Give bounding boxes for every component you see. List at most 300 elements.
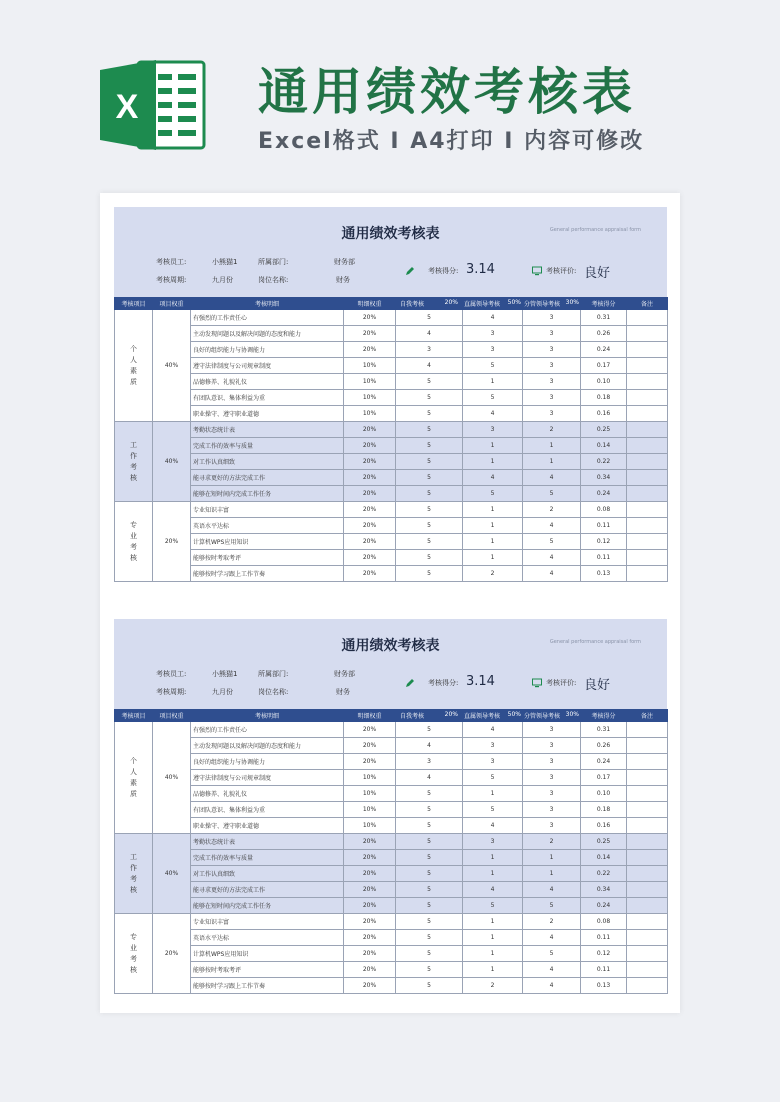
total-score-cell: 0.25	[581, 422, 627, 438]
period-label: 考核周期:	[156, 688, 187, 696]
table-row	[115, 882, 668, 898]
detail-cell: 主动发现问题以及解决问题的态度和能力	[191, 738, 344, 754]
table-row	[115, 930, 668, 946]
total-score-cell: 0.08	[581, 502, 627, 518]
self-score-cell: 3	[396, 342, 463, 358]
direct-score-cell: 3	[463, 754, 523, 770]
direct-score-cell: 1	[463, 518, 523, 534]
detail-cell: 计算机WPS应用知识	[191, 946, 344, 962]
self-score-cell: 4	[396, 358, 463, 374]
total-score-cell: 0.18	[581, 390, 627, 406]
header-weight: 项目权重	[153, 298, 191, 310]
self-score-cell: 5	[396, 534, 463, 550]
detail-weight-cell: 20%	[344, 834, 396, 850]
mgr-score-cell: 2	[523, 914, 581, 930]
form-title-en: General performance appraisal form	[549, 227, 641, 233]
table-body	[115, 722, 668, 994]
category-weight-cell: 40%	[153, 722, 191, 834]
total-score-cell: 0.17	[581, 770, 627, 786]
self-score-cell: 5	[396, 422, 463, 438]
table-row	[115, 438, 668, 454]
note-cell	[627, 738, 668, 754]
total-score-cell: 0.26	[581, 326, 627, 342]
note-cell	[627, 882, 668, 898]
total-score-cell: 0.13	[581, 978, 627, 994]
detail-weight-cell: 10%	[344, 406, 396, 422]
self-score-cell: 5	[396, 786, 463, 802]
employee-label: 考核员工:	[156, 670, 187, 678]
category-weight-cell: 40%	[153, 310, 191, 422]
direct-score-cell: 1	[463, 454, 523, 470]
detail-weight-cell: 20%	[344, 422, 396, 438]
table-row	[115, 834, 668, 850]
mgr-score-cell: 5	[523, 898, 581, 914]
mgr-score-cell: 1	[523, 454, 581, 470]
direct-score-cell: 1	[463, 850, 523, 866]
detail-cell: 对工作认真细致	[191, 866, 344, 882]
table-header-row	[115, 298, 668, 310]
total-score-cell: 0.14	[581, 850, 627, 866]
total-score-cell: 0.31	[581, 722, 627, 738]
detail-cell: 能寻求更好的方法完成工作	[191, 470, 344, 486]
table-row	[115, 802, 668, 818]
mgr-score-cell: 3	[523, 326, 581, 342]
direct-score-cell: 3	[463, 738, 523, 754]
mgr-score-cell: 1	[523, 866, 581, 882]
detail-cell: 品德修养、礼貌礼仪	[191, 374, 344, 390]
header-mgr: 分管领导考核 30%	[524, 711, 579, 720]
note-cell	[627, 930, 668, 946]
total-score-cell: 0.16	[581, 818, 627, 834]
mgr-score-cell: 5	[523, 486, 581, 502]
detail-cell: 能够按时考取考评	[191, 550, 344, 566]
self-score-cell: 5	[396, 406, 463, 422]
note-cell	[627, 454, 668, 470]
note-cell	[627, 390, 668, 406]
detail-cell: 主动发现问题以及解决问题的态度和能力	[191, 326, 344, 342]
self-score-cell: 5	[396, 470, 463, 486]
note-cell	[627, 722, 668, 738]
total-score-cell: 0.11	[581, 518, 627, 534]
total-score-cell: 0.34	[581, 470, 627, 486]
detail-weight-cell: 20%	[344, 914, 396, 930]
detail-cell: 良好的组织能力与协调能力	[191, 342, 344, 358]
total-score-cell: 0.12	[581, 534, 627, 550]
score-value: 3.14	[466, 262, 495, 277]
position-value: 财务	[336, 688, 350, 696]
employee-label: 考核员工:	[156, 258, 187, 266]
note-cell	[627, 914, 668, 930]
direct-score-cell: 1	[463, 374, 523, 390]
direct-score-cell: 4	[463, 406, 523, 422]
detail-cell: 考勤状态统计表	[191, 834, 344, 850]
table-row	[115, 818, 668, 834]
excel-icon	[98, 56, 206, 154]
total-score-cell: 0.12	[581, 946, 627, 962]
direct-score-cell: 3	[463, 342, 523, 358]
total-score-cell: 0.34	[581, 882, 627, 898]
employee-value: 小熊猫1	[212, 670, 238, 678]
note-cell	[627, 326, 668, 342]
self-score-cell: 5	[396, 834, 463, 850]
mgr-score-cell: 2	[523, 502, 581, 518]
table-row	[115, 358, 668, 374]
note-cell	[627, 550, 668, 566]
self-score-cell: 5	[396, 550, 463, 566]
table-row	[115, 422, 668, 438]
self-score-cell: 5	[396, 866, 463, 882]
note-cell	[627, 818, 668, 834]
mgr-score-cell: 1	[523, 850, 581, 866]
total-score-cell: 0.24	[581, 486, 627, 502]
table-row	[115, 406, 668, 422]
detail-cell: 有强烈的工作责任心	[191, 722, 344, 738]
note-cell	[627, 850, 668, 866]
self-score-cell: 5	[396, 914, 463, 930]
table-row	[115, 534, 668, 550]
self-score-cell: 5	[396, 962, 463, 978]
total-score-cell: 0.26	[581, 738, 627, 754]
total-score-cell: 0.11	[581, 962, 627, 978]
position-label: 岗位名称:	[258, 276, 289, 284]
header-category: 考核项目	[115, 710, 153, 722]
category-weight-cell: 40%	[153, 834, 191, 914]
mgr-score-cell: 5	[523, 946, 581, 962]
header-detail: 考核明细	[191, 298, 344, 310]
mgr-score-cell: 3	[523, 310, 581, 326]
detail-cell: 英语水平达标	[191, 518, 344, 534]
detail-cell: 职业操守、遵守职业道德	[191, 406, 344, 422]
header-score: 考核得分	[581, 710, 627, 722]
note-cell	[627, 754, 668, 770]
detail-cell: 遵守法律制度与公司规章制度	[191, 770, 344, 786]
total-score-cell: 0.08	[581, 914, 627, 930]
total-score-cell: 0.22	[581, 454, 627, 470]
table-row	[115, 850, 668, 866]
direct-score-cell: 3	[463, 834, 523, 850]
table-header-row	[115, 710, 668, 722]
appraisal-table	[114, 297, 668, 582]
total-score-cell: 0.10	[581, 786, 627, 802]
category-weight-cell: 20%	[153, 502, 191, 582]
period-value: 九月份	[212, 276, 233, 284]
detail-weight-cell: 20%	[344, 962, 396, 978]
form-header	[114, 619, 667, 709]
banner-subtitle: Excel格式 I A4打印 I 内容可修改	[258, 129, 645, 154]
detail-cell: 良好的组织能力与协调能力	[191, 754, 344, 770]
mgr-score-cell: 3	[523, 390, 581, 406]
mgr-score-cell: 4	[523, 550, 581, 566]
dept-label: 所属部门:	[258, 258, 289, 266]
appraisal-form	[114, 619, 667, 994]
detail-cell: 品德修养、礼貌礼仪	[191, 786, 344, 802]
detail-weight-cell: 20%	[344, 342, 396, 358]
table-row	[115, 866, 668, 882]
direct-score-cell: 1	[463, 930, 523, 946]
mgr-score-cell: 2	[523, 834, 581, 850]
total-score-cell: 0.10	[581, 374, 627, 390]
table-row	[115, 566, 668, 582]
score-label: 考核得分:	[428, 679, 459, 687]
detail-weight-cell: 20%	[344, 978, 396, 994]
detail-weight-cell: 20%	[344, 882, 396, 898]
direct-score-cell: 1	[463, 946, 523, 962]
header-detail: 考核明细	[191, 710, 344, 722]
category-cell: 个人素质	[115, 722, 153, 834]
direct-score-cell: 5	[463, 390, 523, 406]
mgr-score-cell: 4	[523, 518, 581, 534]
detail-cell: 能够按时学习跟上工作节奏	[191, 978, 344, 994]
total-score-cell: 0.31	[581, 310, 627, 326]
self-score-cell: 5	[396, 818, 463, 834]
note-cell	[627, 978, 668, 994]
direct-score-cell: 4	[463, 882, 523, 898]
table-row	[115, 550, 668, 566]
note-cell	[627, 946, 668, 962]
header-direct: 直属领导考核 50%	[464, 299, 521, 308]
mgr-score-cell: 3	[523, 406, 581, 422]
paper-sheet	[100, 193, 680, 1013]
detail-cell: 计算机WPS应用知识	[191, 534, 344, 550]
self-score-cell: 4	[396, 326, 463, 342]
note-cell	[627, 406, 668, 422]
direct-score-cell: 5	[463, 802, 523, 818]
mgr-score-cell: 4	[523, 882, 581, 898]
detail-cell: 能够在短时间内完成工作任务	[191, 486, 344, 502]
direct-score-cell: 5	[463, 486, 523, 502]
header-self: 自我考核 20%	[396, 298, 463, 310]
appraisal-table	[114, 709, 668, 994]
table-row	[115, 470, 668, 486]
mgr-score-cell: 4	[523, 470, 581, 486]
note-cell	[627, 898, 668, 914]
mgr-score-cell: 4	[523, 962, 581, 978]
detail-cell: 有团队意识、集体利益为重	[191, 390, 344, 406]
detail-cell: 专业知识丰富	[191, 914, 344, 930]
note-cell	[627, 866, 668, 882]
detail-weight-cell: 10%	[344, 374, 396, 390]
detail-cell: 专业知识丰富	[191, 502, 344, 518]
category-cell: 个人素质	[115, 310, 153, 422]
score-value: 3.14	[466, 674, 495, 689]
monitor-icon	[532, 678, 542, 688]
category-weight-cell: 40%	[153, 422, 191, 502]
detail-weight-cell: 20%	[344, 946, 396, 962]
total-score-cell: 0.11	[581, 930, 627, 946]
table-row	[115, 374, 668, 390]
note-cell	[627, 502, 668, 518]
self-score-cell: 5	[396, 566, 463, 582]
direct-score-cell: 3	[463, 422, 523, 438]
detail-weight-cell: 20%	[344, 534, 396, 550]
mgr-score-cell: 5	[523, 534, 581, 550]
total-score-cell: 0.24	[581, 754, 627, 770]
svg-text:X: X	[115, 88, 139, 126]
position-value: 财务	[336, 276, 350, 284]
detail-weight-cell: 20%	[344, 550, 396, 566]
self-score-cell: 5	[396, 486, 463, 502]
mgr-score-cell: 2	[523, 422, 581, 438]
table-row	[115, 390, 668, 406]
table-row	[115, 754, 668, 770]
mgr-score-cell: 3	[523, 738, 581, 754]
total-score-cell: 0.14	[581, 438, 627, 454]
table-row	[115, 738, 668, 754]
detail-weight-cell: 20%	[344, 566, 396, 582]
direct-score-cell: 2	[463, 566, 523, 582]
header-detail-weight: 明细权重	[344, 710, 396, 722]
direct-score-cell: 1	[463, 502, 523, 518]
employee-value: 小熊猫1	[212, 258, 238, 266]
note-cell	[627, 486, 668, 502]
detail-cell: 完成工作的效率与质量	[191, 438, 344, 454]
note-cell	[627, 534, 668, 550]
detail-cell: 能够按时考取考评	[191, 962, 344, 978]
detail-weight-cell: 20%	[344, 454, 396, 470]
direct-score-cell: 1	[463, 914, 523, 930]
form-title: 通用绩效考核表	[341, 226, 440, 242]
dept-label: 所属部门:	[258, 670, 289, 678]
self-score-cell: 5	[396, 882, 463, 898]
banner-title: 通用绩效考核表	[258, 63, 636, 121]
table-row	[115, 914, 668, 930]
detail-weight-cell: 10%	[344, 390, 396, 406]
header-detail-weight: 明细权重	[344, 298, 396, 310]
detail-weight-cell: 20%	[344, 502, 396, 518]
detail-weight-cell: 10%	[344, 786, 396, 802]
period-value: 九月份	[212, 688, 233, 696]
direct-score-cell: 1	[463, 550, 523, 566]
appraisal-form	[114, 207, 667, 582]
total-score-cell: 0.13	[581, 566, 627, 582]
pencil-icon	[405, 678, 415, 688]
detail-cell: 职业操守、遵守职业道德	[191, 818, 344, 834]
table-row	[115, 962, 668, 978]
mgr-score-cell: 1	[523, 438, 581, 454]
total-score-cell: 0.22	[581, 866, 627, 882]
monitor-icon	[532, 266, 542, 276]
header-mgr: 分管领导考核 30%	[524, 299, 579, 308]
total-score-cell: 0.25	[581, 834, 627, 850]
table-row	[115, 786, 668, 802]
direct-score-cell: 1	[463, 438, 523, 454]
category-cell: 专业考核	[115, 502, 153, 582]
table-row	[115, 342, 668, 358]
dept-value: 财务部	[334, 258, 355, 266]
note-cell	[627, 438, 668, 454]
note-cell	[627, 566, 668, 582]
total-score-cell: 0.24	[581, 342, 627, 358]
direct-score-cell: 4	[463, 722, 523, 738]
table-row	[115, 722, 668, 738]
self-score-cell: 3	[396, 754, 463, 770]
table-row	[115, 946, 668, 962]
self-score-cell: 5	[396, 310, 463, 326]
note-cell	[627, 770, 668, 786]
note-cell	[627, 358, 668, 374]
table-row	[115, 898, 668, 914]
mgr-score-cell: 3	[523, 770, 581, 786]
detail-weight-cell: 20%	[344, 518, 396, 534]
rating-label: 考核评价:	[546, 679, 577, 687]
total-score-cell: 0.18	[581, 802, 627, 818]
total-score-cell: 0.17	[581, 358, 627, 374]
table-body	[115, 310, 668, 582]
header-note: 备注	[627, 710, 668, 722]
table-row	[115, 770, 668, 786]
total-score-cell: 0.24	[581, 898, 627, 914]
category-cell: 工作考核	[115, 422, 153, 502]
self-score-cell: 5	[396, 454, 463, 470]
total-score-cell: 0.16	[581, 406, 627, 422]
detail-weight-cell: 10%	[344, 358, 396, 374]
position-label: 岗位名称:	[258, 688, 289, 696]
mgr-score-cell: 3	[523, 786, 581, 802]
self-score-cell: 5	[396, 946, 463, 962]
mgr-score-cell: 4	[523, 566, 581, 582]
detail-weight-cell: 20%	[344, 486, 396, 502]
direct-score-cell: 1	[463, 534, 523, 550]
direct-score-cell: 5	[463, 898, 523, 914]
self-score-cell: 4	[396, 770, 463, 786]
note-cell	[627, 342, 668, 358]
detail-weight-cell: 10%	[344, 802, 396, 818]
note-cell	[627, 802, 668, 818]
mgr-score-cell: 3	[523, 722, 581, 738]
self-score-cell: 4	[396, 738, 463, 754]
detail-weight-cell: 20%	[344, 930, 396, 946]
note-cell	[627, 422, 668, 438]
detail-weight-cell: 20%	[344, 866, 396, 882]
category-cell: 工作考核	[115, 834, 153, 914]
self-score-cell: 5	[396, 390, 463, 406]
rating-value: 良好	[584, 266, 611, 281]
mgr-score-cell: 3	[523, 754, 581, 770]
detail-weight-cell: 20%	[344, 310, 396, 326]
note-cell	[627, 470, 668, 486]
self-score-cell: 5	[396, 930, 463, 946]
direct-score-cell: 4	[463, 470, 523, 486]
detail-cell: 遵守法律制度与公司规章制度	[191, 358, 344, 374]
header-category: 考核项目	[115, 298, 153, 310]
self-score-cell: 5	[396, 722, 463, 738]
header-note: 备注	[627, 298, 668, 310]
table-row	[115, 502, 668, 518]
mgr-score-cell: 4	[523, 978, 581, 994]
score-label: 考核得分:	[428, 267, 459, 275]
category-weight-cell: 20%	[153, 914, 191, 994]
detail-cell: 能够按时学习跟上工作节奏	[191, 566, 344, 582]
form-title-en: General performance appraisal form	[549, 639, 641, 645]
self-score-cell: 5	[396, 518, 463, 534]
mgr-score-cell: 3	[523, 818, 581, 834]
detail-weight-cell: 20%	[344, 722, 396, 738]
table-row	[115, 486, 668, 502]
pencil-icon	[405, 266, 415, 276]
header-self: 自我考核 20%	[396, 710, 463, 722]
note-cell	[627, 962, 668, 978]
form-header	[114, 207, 667, 297]
note-cell	[627, 834, 668, 850]
note-cell	[627, 518, 668, 534]
direct-score-cell: 1	[463, 866, 523, 882]
direct-score-cell: 5	[463, 358, 523, 374]
detail-cell: 对工作认真细致	[191, 454, 344, 470]
direct-score-cell: 1	[463, 962, 523, 978]
header-direct: 直属领导考核 50%	[464, 711, 521, 720]
direct-score-cell: 3	[463, 326, 523, 342]
rating-value: 良好	[584, 678, 611, 693]
